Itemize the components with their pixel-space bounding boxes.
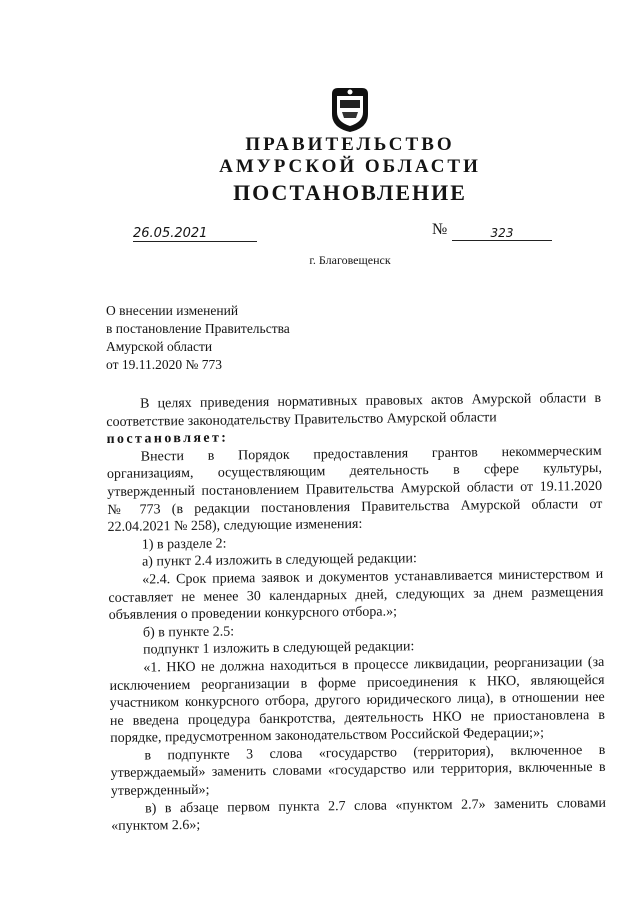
body-line: «2.4. Срок приема заявок и документов устанавливается министерством и [142, 566, 604, 588]
government-title-line2: АМУРСКОЙ ОБЛАСТИ [219, 156, 481, 177]
body-line: а) пункт 2.4 изложить в следующей редакции: [141, 551, 417, 570]
subject-line: от 19.11.2020 № 773 [106, 357, 222, 372]
body-line: В целях приведения нормативных правовых актов Амурской области в [140, 390, 602, 412]
body-line: Внести в Порядок предоставления грантов некоммерческим [140, 443, 602, 465]
body-line: утвержденный постановлением Правительства Амурской области от 19.11.2020 [107, 478, 603, 500]
body-line: составляет не менее 30 календарных дней, следующих за днем размещения [108, 584, 604, 606]
body-line: не введена процедура банкротства, деятельность НКО не приостановлена в [109, 707, 606, 729]
document-date: 26.05.2021 [133, 226, 257, 242]
body-line: «1. НКО не должна находиться в процессе ликвидации, реорганизации (за [143, 654, 605, 676]
subject-line: О внесении изменений [106, 303, 239, 318]
body-line: 22.04.2021 № 258), следующие изменения: [107, 517, 363, 536]
city: г. Благовещенск [309, 253, 391, 267]
document-body [106, 390, 606, 836]
body-line: участником конкурсного отбора, другого юридического лица), в отношении нее [109, 690, 605, 712]
body-line: объявления о проведении конкурсного отбора.»; [108, 604, 398, 624]
subject-line: в постановление Правительства [106, 321, 290, 336]
body-line: в подпункте 3 слова «государство (территория), включенное в [144, 742, 606, 764]
body-line: б) в пункте 2.5: [142, 624, 235, 641]
number-label: № [432, 221, 448, 238]
body-line: № 773 (в редакции постановления Правительства Амурской области от [107, 496, 603, 518]
body-line: 1) в разделе 2: [141, 536, 227, 553]
body-line: в) в абзаце первом пункта 2.7 слова «пунктом 2.7» заменить словами [144, 795, 607, 817]
government-title-line1: ПРАВИТЕЛЬСТВО [245, 134, 455, 155]
resolves-word: постановляет: [106, 430, 229, 448]
body-line: утвержденный»; [110, 782, 210, 800]
body-line: соответствие законодательству Правительство Амурской области [106, 409, 497, 430]
body-line: организациям, осуществляющим деятельность в сфере культуры, [106, 461, 603, 483]
body-line: исключением реорганизации в форме присоединения к НКО, являющейся [109, 672, 605, 694]
document-type-title: ПОСТАНОВЛЕНИЕ [233, 180, 467, 205]
body-line: порядке, предусмотренном законодательством Российской Федерации;»; [110, 725, 545, 747]
subject-block [106, 302, 290, 374]
body-line: подпункт 1 изложить в следующей редакции: [143, 639, 415, 658]
coat-of-arms-icon [328, 84, 372, 134]
body-line: «пунктом 2.6»; [111, 818, 201, 835]
document-number: 323 [452, 226, 552, 241]
body-line: утверждаемый» заменить словами «государство или территория, включенные в [110, 760, 606, 782]
subject-line: Амурской области [106, 339, 213, 354]
